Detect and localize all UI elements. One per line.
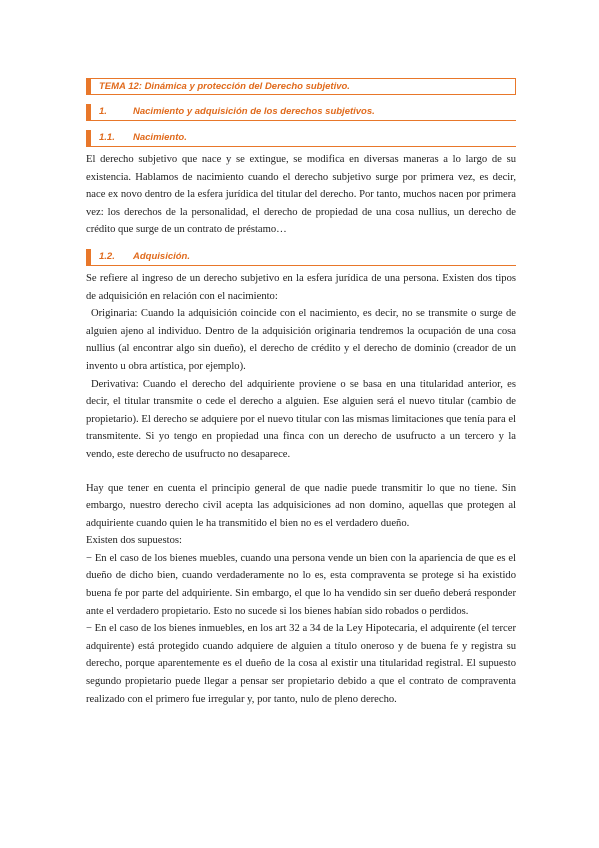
section-heading-1-1 [86, 130, 516, 147]
section-number: 1. [99, 106, 107, 117]
section-number: 1.2. [99, 250, 115, 262]
paragraph-nacimiento: El derecho subjetivo que nace y se extingue, se modifica en diversas maneras a lo largo de su existencia. Hablamos de nacimiento cuando el derecho subjetivo surge por primera vez, es decir, nace ex novo dentro de la esfera jurídica del titular del derecho. Por tanto, muchos nacen por primera vez: los derechos de la personalidad, el derecho de propiedad de una cosa nullius, un derecho de crédito que surge de un contrato de préstamo… [86, 154, 516, 236]
list-item-inmuebles: − En el caso de los bienes inmuebles, en los art 32 a 34 de la Ley Hipotecaria, el adquirente (el tercer adquirente) está protegido cuando adquiere de alguien a título oneroso y de buena fe y registra su derecho, porque aparentemente es el dueño de la cosa al existir una titularidad registral. El supuesto segundo propietario puede llegar a pensar ser propietario debido a que el contrato de compraventa realizado con el primero fue irregular y, por tanto, nulo de pleno derecho. [86, 623, 516, 705]
paragraph-derivativa: Derivativa: Cuando el derecho del adquiriente proviene o se basa en una titularidad anterior, es decir, el titular transmite o cede el derecho a alguien. Ese alguien será el nuevo titular (cambio de propietario). El derecho se adquiere por el nuevo titular con las mismas limitaciones que tenía para el transmitente. Si yo tengo en propiedad una finca con un derecho de usufructo a un tercero y la vendo, este derecho de usufructo no desaparece. [86, 378, 516, 460]
paragraph-adquisicion-intro: Se refiere al ingreso de un derecho subjetivo en la esfera jurídica de una persona. Existen dos tipos de adquisición en relación con el nacimiento: [86, 272, 516, 302]
tema-heading [86, 78, 516, 95]
document-content [86, 78, 516, 708]
paragraph-originaria: Originaria: Cuando la adquisición coincide con el nacimiento, es decir, no se transmite o surge de alguien ajeno al individuo. Dentro de la adquisición originaria tendremos la ocupación de una cosa nullius (al encontrar algo sin dueño), el derecho de crédito y el derecho de dominio (creador de un invento u obra artística, por ejemplo). [86, 308, 516, 372]
section-number: 1.1. [99, 132, 115, 143]
paragraph-principio: Hay que tener en cuenta el principio general de que nadie puede transmitir lo que no tiene. Sin embargo, nuestro derecho civil acepta las adquisiciones ad non domino, aquellas que protegen al adquiriente cuando quien le ha transmitido el bien no es el verdadero dueño. [86, 482, 516, 529]
paragraph-supuestos: Existen dos supuestos: [86, 535, 182, 547]
section-heading-1 [86, 104, 516, 121]
tema-heading-text: TEMA 12: Dinámica y protección del Derecho subjetivo. [99, 81, 350, 92]
section-title: Adquisición. [133, 250, 190, 262]
list-item-muebles: − En el caso de los bienes muebles, cuando una persona vende un bien con la apariencia de que es el dueño de dicho bien, cuando verdaderamente no lo es, esta compraventa se protege si ha existido buena fe por parte del adquiriente. Sin embargo, el que lo ha vendido sin ser dueño deberá responder ante el verdadero propietario. Esto no sucede si los bienes habían sido robados o perdidos. [86, 552, 516, 617]
section-title: Nacimiento y adquisición de los derechos subjetivos. [133, 106, 375, 117]
section-heading-1-2 [86, 249, 516, 266]
section-title: Nacimiento. [133, 132, 187, 143]
